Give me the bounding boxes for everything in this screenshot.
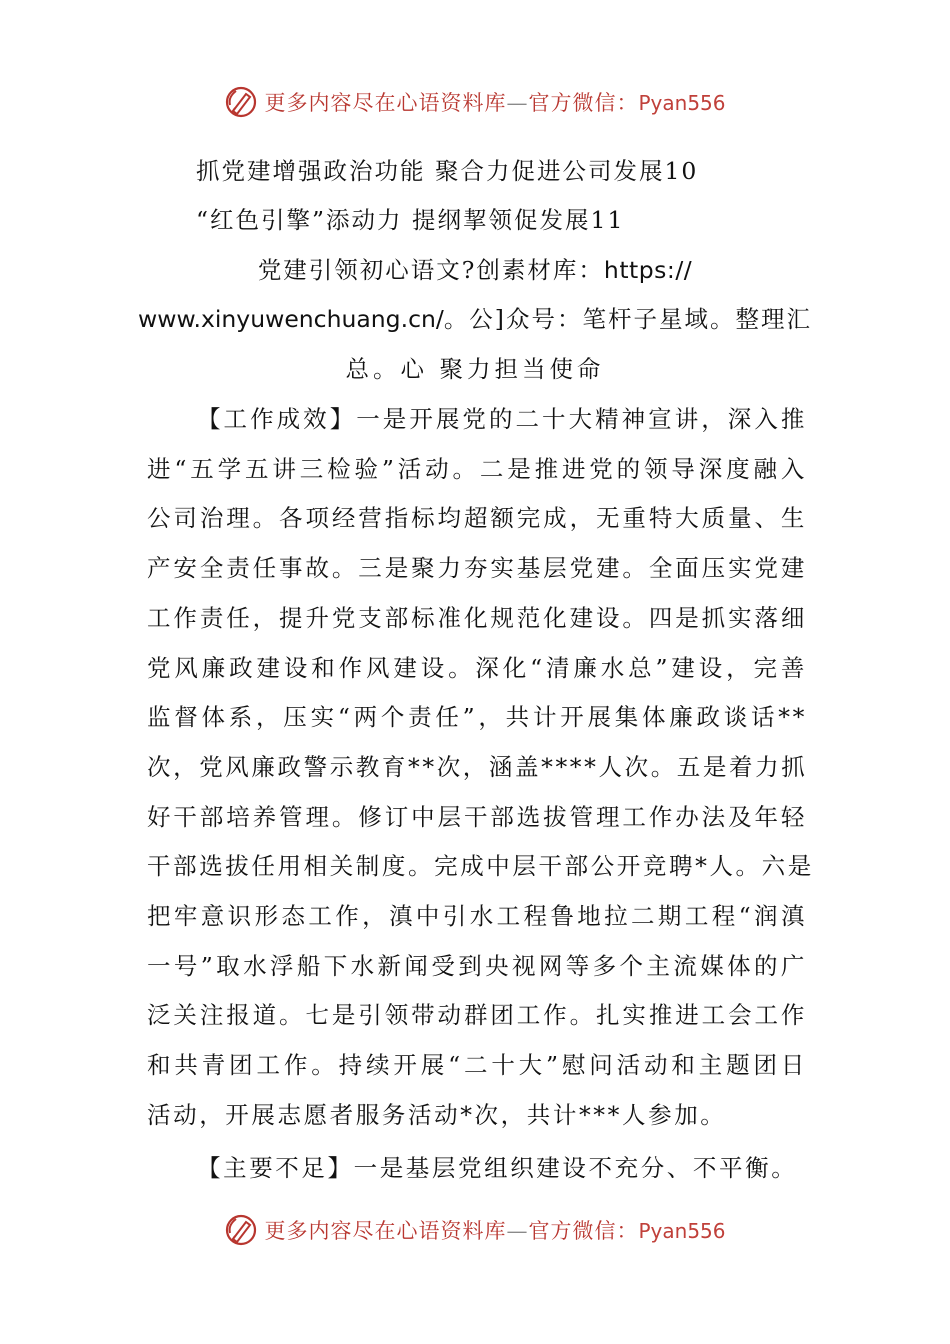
body-line: 泛关注报道。七是引领带动群团工作。扎实推进工会工作 [147,1001,807,1030]
banner-wechat-label: 官方微信： [528,91,639,115]
body-line: 干部选拔任用相关制度。完成中层干部公开竞聘*人。六是 [147,852,814,881]
body-line: 【工作成效】一是开展党的二十大精神宣讲，深入推 [197,405,807,433]
banner-wechat-id: Pyan556 [638,1219,726,1243]
heading-url-prefix: https:// [603,256,693,284]
body-line: 活动，开展志愿者服务活动*次，共计***人参加。 [147,1100,727,1129]
heading-url: www.xinyuwenchuang.cn/ [138,305,444,333]
banner-wechat-label: 官方微信： [528,1219,639,1243]
body-line: 把牢意识形态工作，滇中引水工程鲁地拉二期工程“润滇 [147,902,807,931]
banner-title: 更多内容尽在心语资料库 [264,91,507,115]
banner-text [264,87,725,117]
body-line: 产安全责任事故。三是聚力夯实基层党建。全面压实党建 [147,554,807,583]
footer-banner [0,1210,950,1250]
heading-line-1-text: 党建引领初心语文?创素材库： [257,256,604,284]
toc-entry-1: 抓党建增强政治功能 聚合力促进公司发展10 [196,157,699,185]
body-line: 【主要不足】一是基层党组织建设不充分、不平衡。 [197,1154,798,1182]
banner-wechat-id: Pyan556 [638,91,726,115]
body-line: 工作责任，提升党支部标准化规范化建设。四是抓实落细 [147,603,807,632]
body-line: 进“五学五讲三检验”活动。二是推进党的领导深度融入 [147,454,807,483]
toc-entry-2: “红色引擎”添动力 提纲挈领促发展11 [196,206,625,234]
body-line: 公司治理。各项经营指标均超额完成，无重特大质量、生 [147,504,807,533]
heading-line-3: 总。心 聚力担当使命 [345,355,605,383]
body-line: 一号”取水浮船下水新闻受到央视网等多个主流媒体的广 [147,951,807,980]
heading-line-2 [0,304,950,334]
body-line: 好干部培养管理。修订中层干部选拔管理工作办法及年轻 [147,802,807,831]
banner-separator: — [506,91,529,115]
body-line: 党风廉政建设和作风建设。深化“清廉水总”建设，完善 [147,653,807,682]
body-line: 监督体系，压实“两个责任”，共计开展集体廉政谈话** [147,703,807,732]
pen-logo-icon [224,1213,258,1247]
heading-line-1 [0,255,950,285]
body-paragraph-achievements [147,395,814,1141]
body-line: 次，党风廉政警示教育**次，涵盖****人次。五是着力抓 [147,752,808,781]
heading-line-2-text: 。公]众号：笔杆子星域。整理汇 [443,305,812,333]
header-banner [0,82,950,122]
banner-title: 更多内容尽在心语资料库 [264,1219,507,1243]
pen-logo-icon [224,85,258,119]
body-paragraph-shortcomings [147,1144,807,1194]
banner-text [264,1215,725,1245]
banner-separator: — [506,1219,529,1243]
body-line: 和共青团工作。持续开展“二十大”慰问活动和主题团日 [147,1051,807,1080]
